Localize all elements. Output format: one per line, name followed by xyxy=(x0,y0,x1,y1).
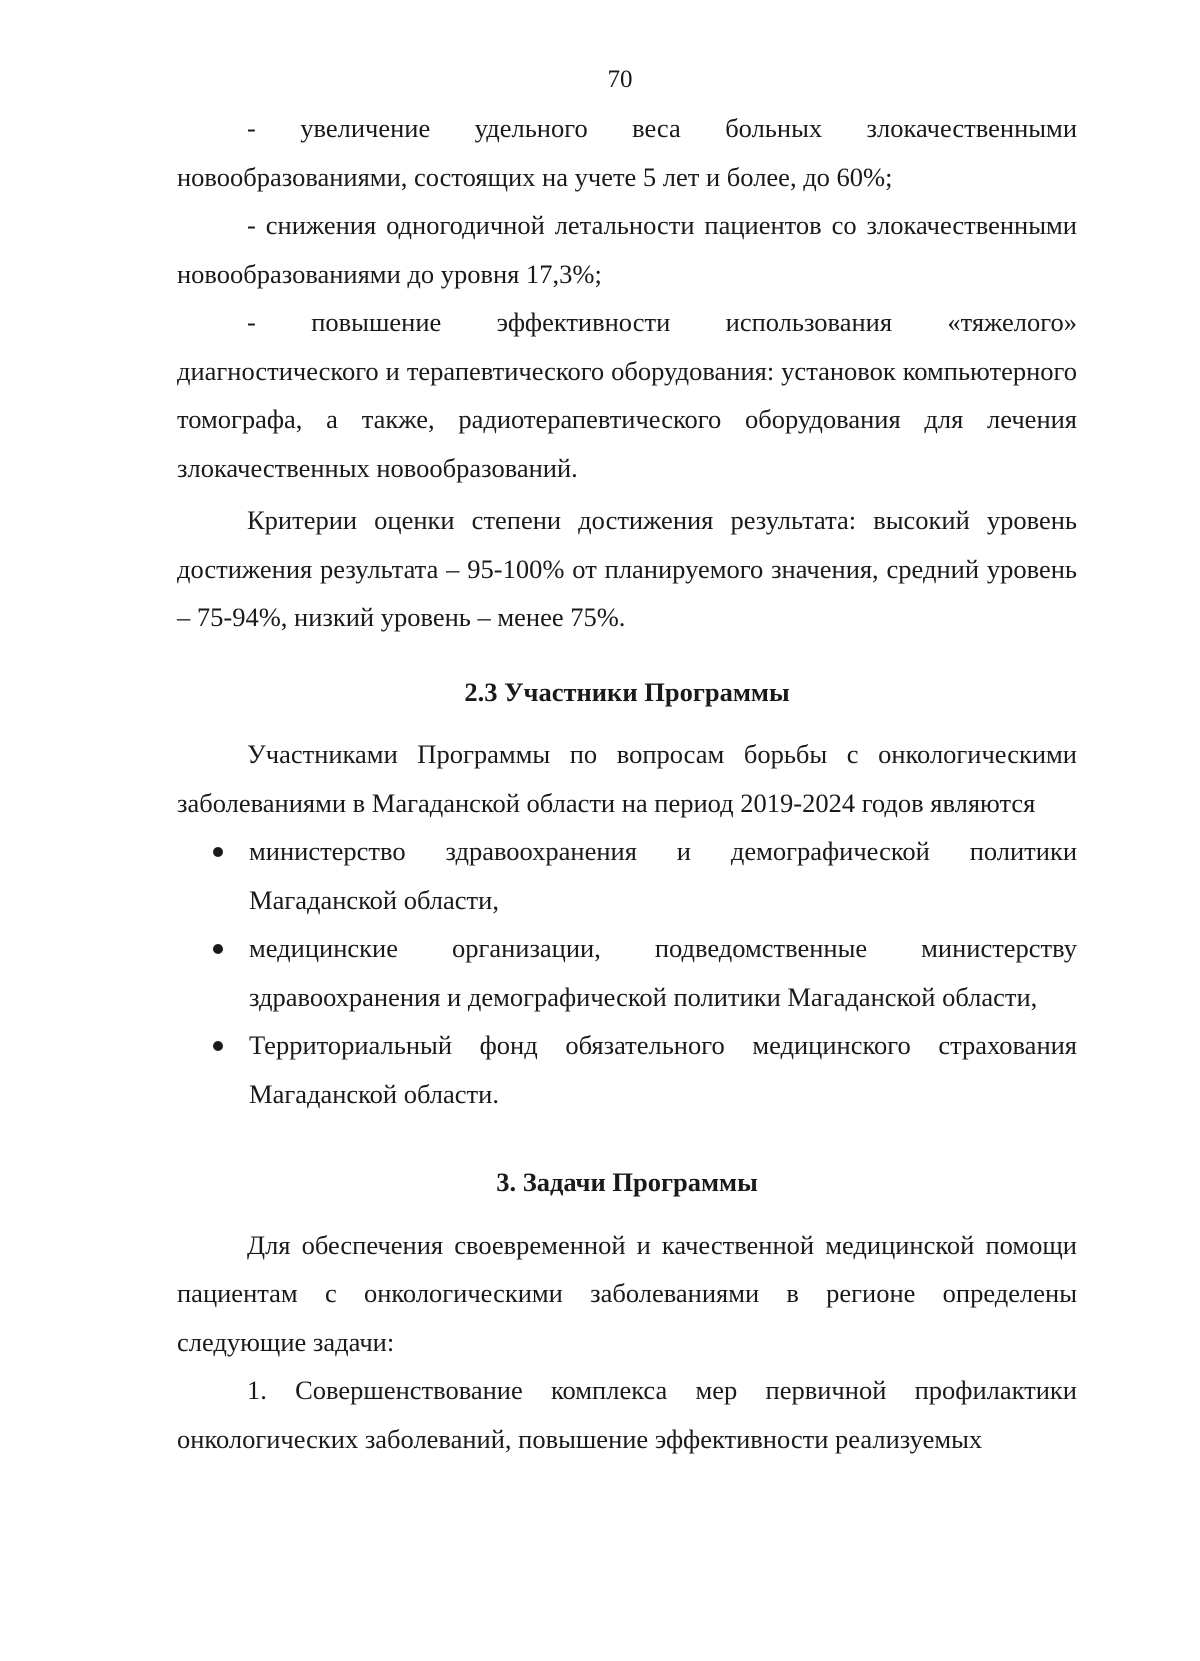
participant-item-text: Территориальный фонд обязательного медицинского страхования Магаданской области. xyxy=(249,1030,1077,1109)
participants-intro: Участниками Программы по вопросам борьбы с онкологическими заболеваниями в Магаданской области на период 2019-2024 годов являются xyxy=(177,739,1077,818)
participants-heading: 2.3 Участники Программы xyxy=(464,676,790,707)
bullet-icon xyxy=(213,1041,223,1051)
participant-item xyxy=(177,827,1077,924)
intro-item-3: - повышение эффективности использования «тяжелого» диагностического и терапевтического оборудования: установок компьютерного томографа, а также, радиотерапевтического оборудования для лечения злокачественных новообразований. xyxy=(177,307,1077,483)
tasks-heading: 3. Задачи Программы xyxy=(496,1167,758,1197)
participants-list xyxy=(177,827,1077,1118)
participant-item-text: министерство здравоохранения и демографической политики Магаданской области, xyxy=(249,836,1077,915)
intro-item-2: - снижения одногодичной летальности пациентов со злокачественными новообразованиями до уровня 17,3%; xyxy=(177,210,1077,289)
page-number: 70 xyxy=(607,66,633,93)
task-item-1: 1. Совершенствование комплекса мер первичной профилактики онкологических заболеваний, повышение эффективности реализуемых xyxy=(177,1375,1077,1454)
tasks-intro: Для обеспечения своевременной и качественной медицинской помощи пациентам с онкологическими заболеваниями в регионе определены следующие задачи: xyxy=(177,1229,1077,1357)
intro-item-1: - увеличение удельного веса больных злокачественными новообразованиями, состоящих на учете 5 лет и более, до 60%; xyxy=(177,113,1077,192)
criteria-paragraph: Критерии оценки степени достижения результата: высокий уровень достижения результата – 95-100% от планируемого значения, средний уровень – 75-94%, низкий уровень – менее 75%. xyxy=(177,505,1077,632)
bullet-icon xyxy=(213,944,223,954)
participant-item xyxy=(177,1021,1077,1118)
participant-item-text: медицинские организации, подведомственные министерству здравоохранения и демографической политики Магаданской области, xyxy=(249,933,1077,1012)
participant-item xyxy=(177,924,1077,1021)
bullet-icon xyxy=(213,847,223,857)
document-body xyxy=(177,104,1077,1463)
